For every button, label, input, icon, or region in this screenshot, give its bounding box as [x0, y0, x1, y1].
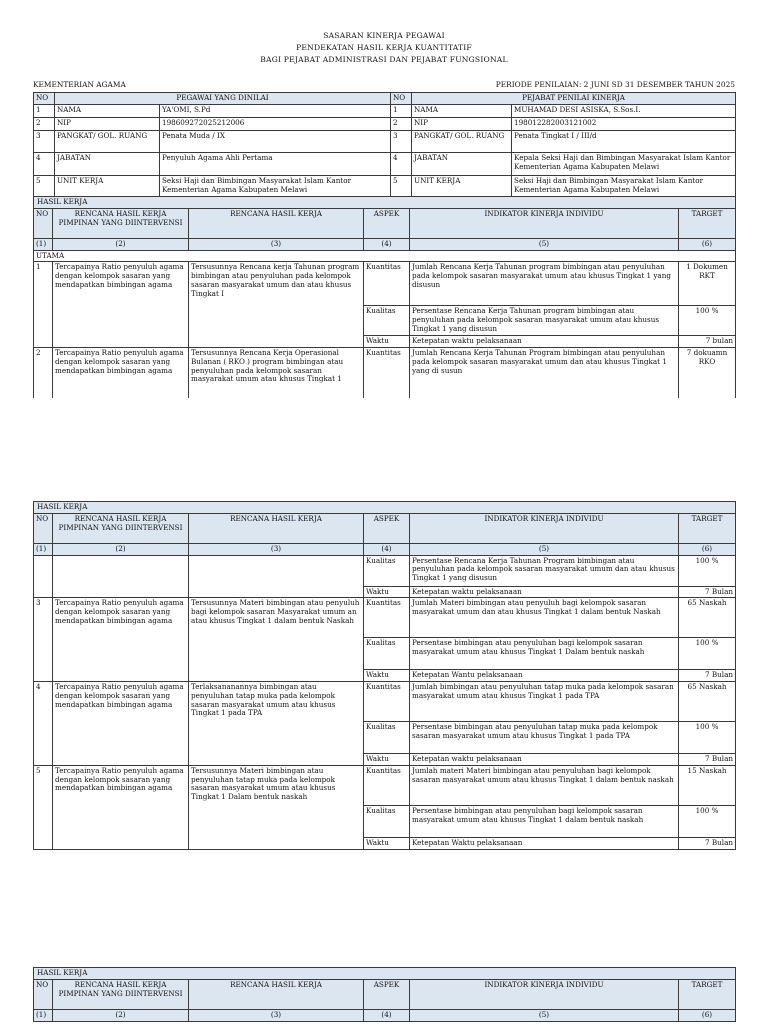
item-aspek: Kualitas: [364, 638, 410, 670]
item-target: 7 Bulan: [679, 670, 736, 682]
identity-row-nama: [34, 104, 736, 117]
section-utama: UTAMA: [34, 250, 736, 262]
item-rencana-cont: [189, 555, 364, 598]
col-no: NO: [34, 979, 53, 1009]
item-target: 15 Naskah: [679, 765, 736, 805]
row-no: 3: [34, 130, 55, 152]
section-row: [34, 502, 736, 514]
table-row: [34, 348, 736, 398]
col-num: (4): [364, 238, 410, 250]
col-num: (6): [679, 1009, 736, 1021]
item-indikator: Jumlah Rencana Kerja Tahunan Program bimbingan atau penyuluhan pada kelompok sasaran masyarakat umum dan atau khusus Tingkat 1 yang di susun: [410, 348, 679, 398]
row-label: NIP: [55, 117, 160, 130]
item-target: 7 bulan: [679, 336, 736, 348]
item-no: 4: [34, 682, 53, 766]
pegawai-jabatan: Penyuluh Agama Ahli Pertama: [160, 152, 391, 175]
item-aspek: Kualitas: [364, 555, 410, 586]
row-label: UNIT KERJA: [412, 175, 512, 197]
col-num: (6): [679, 238, 736, 250]
hasil-header-row: [34, 513, 736, 543]
item-indikator: Ketepatan Waktu pelaksanaan: [410, 837, 679, 849]
penilai-nama: MUHAMAD DESI ASISKA, S.Sos.I.: [512, 104, 736, 117]
item-indikator: Jumlah bimbingan atau penyuluhan tatap muka pada kelompok sasaran masyarakat umum atau khusus Tingkat 1 pada TPA: [410, 682, 679, 722]
hasil-header-row: [34, 979, 736, 1009]
item-aspek: Kualitas: [364, 805, 410, 837]
col-pimpinan: RENCANA HASIL KERJA PIMPINAN YANG DIINTERVENSI: [53, 979, 189, 1009]
col-num: (4): [364, 1009, 410, 1021]
doc-title-1: SASARAN KINERJA PEGAWAI: [323, 31, 445, 40]
col-num: (2): [53, 1009, 189, 1021]
row-no: 5: [391, 175, 412, 197]
item-aspek: Kuantitas: [364, 682, 410, 722]
section-hasil-kerja: HASIL KERJA: [34, 968, 736, 980]
item-no: 2: [34, 348, 53, 398]
item-indikator: Ketepatan waktu pelaksanaan: [410, 586, 679, 598]
table-row: [34, 598, 736, 638]
item-indikator: Persentase bimbingan atau penyuluhan bagi kelompok sasaran masyarakat umum atau khusus Tingkat 1 dalam bentuk naskah: [410, 805, 679, 837]
col-num: (3): [189, 1009, 364, 1021]
column-number-row: [34, 1009, 736, 1021]
pejabat-penilai-header: PEJABAT PENILAI KINERJA: [412, 93, 736, 105]
col-indikator: INDIKATOR KINERJA INDIVIDU: [410, 979, 679, 1009]
col-num: (1): [34, 543, 53, 555]
item-target: 1 Dokumen RKT: [679, 262, 736, 306]
item-indikator: Ketepatan waktu pelaksanaan: [410, 754, 679, 766]
col-target: TARGET: [679, 513, 736, 543]
item-aspek: Kualitas: [364, 722, 410, 754]
item-rencana: Terlaksananannya bimbingan atau penyuluhan tatap muka pada kelompok sasaran masyarakat umum atau khusus Tingkat 1 pada TPA: [189, 682, 364, 766]
col-rencana: RENCANA HASIL KERJA: [189, 979, 364, 1009]
table-row: [34, 555, 736, 586]
item-target: 7 dokuamn RKO: [679, 348, 736, 398]
penilai-pangkat: Penata Tingkat I / III/d: [512, 130, 736, 152]
col-num: (5): [410, 1009, 679, 1021]
item-indikator: Jumlah materi Materi bimbingan atau penyuluhan bagi kelompok sasaran masyarakat umum atau khusus Tingkat 1 dalam bentuk naskah: [410, 765, 679, 805]
item-aspek: Kuantitas: [364, 262, 410, 306]
col-num: (5): [410, 238, 679, 250]
item-indikator: Jumlah Materi bimbingan atau penyuluh bagi kelompok sasaran masyarakat umum dan atau khusus Tingkat 1 dalam bentuk Naskah: [410, 598, 679, 638]
col-num: (4): [364, 543, 410, 555]
pegawai-nama: YA'OMI, S.Pd: [160, 104, 391, 117]
item-indikator: Ketepatan Wantu pelaksanaan: [410, 670, 679, 682]
col-aspek: ASPEK: [364, 208, 410, 238]
hasil-kerja-table-2: [33, 501, 736, 850]
hasil-kerja-table-1: [33, 196, 736, 398]
col-num: (2): [53, 238, 189, 250]
col-aspek: ASPEK: [364, 513, 410, 543]
col-no: NO: [34, 513, 53, 543]
row-no: 5: [34, 175, 55, 197]
item-aspek: Waktu: [364, 754, 410, 766]
col-rencana: RENCANA HASIL KERJA: [189, 208, 364, 238]
item-rencana: Tersusunnya Rencana Kerja Operasional Bulanan ( RKO ) program bimbingan atau penyuluhan pada kelompok sasaran masyarakat umum atau khusus Tingkat 1: [189, 348, 364, 398]
table-row: [34, 682, 736, 722]
item-rencana: Tersusunnya Materi bimbingan atau penyuluhan tatap muka pada kelompok sasaran masyarakat umum atau khusus Tingkat 1 Dalam bentuk naskah: [189, 765, 364, 849]
row-label: JABATAN: [55, 152, 160, 175]
row-no: 2: [34, 117, 55, 130]
utama-row: [34, 250, 736, 262]
item-aspek: Waktu: [364, 670, 410, 682]
instansi-label: KEMENTERIAN AGAMA: [33, 80, 126, 89]
item-no: 1: [34, 262, 53, 348]
col-pimpinan: RENCANA HASIL KERJA PIMPINAN YANG DIINTERVENSI: [53, 208, 189, 238]
periode-label: PERIODE PENILAIAN: 2 JUNI SD 31 DESEMBER TAHUN 2025: [495, 80, 735, 89]
col-num: (1): [34, 1009, 53, 1021]
item-target: 100 %: [679, 555, 736, 586]
item-no-cont: [34, 555, 53, 598]
item-target: 100 %: [679, 306, 736, 336]
col-num: (3): [189, 543, 364, 555]
item-target: 7 Bulan: [679, 837, 736, 849]
col-pimpinan: RENCANA HASIL KERJA PIMPINAN YANG DIINTERVENSI: [53, 513, 189, 543]
col-aspek: ASPEK: [364, 979, 410, 1009]
pegawai-pangkat: Penata Muda / IX: [160, 130, 391, 152]
row-label: NAMA: [55, 104, 160, 117]
row-label: PANGKAT/ GOL. RUANG: [412, 130, 512, 152]
col-indikator: INDIKATOR KINERJA INDIVIDU: [410, 513, 679, 543]
doc-title-2: PENDEKATAN HASIL KERJA KUANTITATIF: [296, 43, 472, 52]
section-hasil-kerja: HASIL KERJA: [34, 502, 736, 514]
col-num: (3): [189, 238, 364, 250]
pegawai-nip: 198609272025212006: [160, 117, 391, 130]
identity-row-unit: [34, 175, 736, 197]
row-no: 4: [391, 152, 412, 175]
item-indikator: Persentase Rencana Kerja Tahunan program bimbingan atau penyuluhan pada kelompok sasaran masyarakat umum atau khusus Tingkat 1 yang disusun: [410, 306, 679, 336]
item-aspek: Waktu: [364, 336, 410, 348]
row-label: NIP: [412, 117, 512, 130]
identity-header-row: [34, 93, 736, 105]
row-no: 3: [391, 130, 412, 152]
identity-row-nip: [34, 117, 736, 130]
table-row: [34, 765, 736, 805]
item-pimpinan: Tercapainya Ratio penyuluh agama dengan kelompok sasaran yang mendapatkan bimbingan agama: [53, 682, 189, 766]
identity-row-pangkat: [34, 130, 736, 152]
item-aspek: Kuantitas: [364, 598, 410, 638]
section-hasil-kerja: HASIL KERJA: [34, 197, 736, 209]
col-no: NO: [34, 93, 55, 105]
item-pimpinan: Tercapainya Ratio penyuluh agama dengan kelompok sasaran yang mendapatkan bimbingan agama: [53, 262, 189, 348]
item-pimpinan-cont: [53, 555, 189, 598]
item-target: 7 Bulan: [679, 754, 736, 766]
pegawai-dinilai-header: PEGAWAI YANG DINILAI: [55, 93, 391, 105]
item-rencana: Tersusunnya Materi bimbingan atau penyuluh bagi kelompok sasaran Masyarakat umum an atau khusus Tingkat 1 dalam bentuk Naskah: [189, 598, 364, 682]
row-label: UNIT KERJA: [55, 175, 160, 197]
col-no: NO: [391, 93, 412, 105]
row-no: 1: [391, 104, 412, 117]
column-number-row: [34, 238, 736, 250]
row-no: 2: [391, 117, 412, 130]
row-label: PANGKAT/ GOL. RUANG: [55, 130, 160, 152]
hasil-header-row: [34, 208, 736, 238]
col-indikator: INDIKATOR KINERJA INDIVIDU: [410, 208, 679, 238]
penilai-nip: 198012282003121002: [512, 117, 736, 130]
item-indikator: Persentase bimbingan atau penyuluhan tatap muka pada kelompok sasaran masyarakat umum atau khusus Tingkat 1 pada TPA: [410, 722, 679, 754]
col-num: (5): [410, 543, 679, 555]
identity-row-jabatan: [34, 152, 736, 175]
item-indikator: Jumlah Rencana Kerja Tahunan program bimbingan atau penyuluhan pada kelompok sasaran masyarakat umum atau khusus Tingkat 1 yang disusun: [410, 262, 679, 306]
table-row: [34, 262, 736, 306]
col-rencana: RENCANA HASIL KERJA: [189, 513, 364, 543]
identity-table: [33, 92, 736, 198]
item-pimpinan: Tercapainya Ratio penyuluh agama dengan kelompok sasaran yang mendapatkan bimbingan agama: [53, 598, 189, 682]
col-num: (1): [34, 238, 53, 250]
item-aspek: Kualitas: [364, 306, 410, 336]
item-no: 5: [34, 765, 53, 849]
item-indikator: Ketepatan waktu pelaksanaan: [410, 336, 679, 348]
item-target: 100 %: [679, 722, 736, 754]
item-aspek: Kuantitas: [364, 765, 410, 805]
item-indikator: Persentase bimbingan atau penyuluhan bagi kelompok sasaran masyarakat umum atau khusus Tingkat 1 Dalam bentuk naskah: [410, 638, 679, 670]
col-target: TARGET: [679, 208, 736, 238]
item-no: 3: [34, 598, 53, 682]
row-label: NAMA: [412, 104, 512, 117]
penilai-jabatan: Kepala Seksi Haji dan Bimbingan Masyarakat Islam Kantor Kementerian Agama Kabupaten Melawi: [512, 152, 736, 175]
row-no: 4: [34, 152, 55, 175]
item-target: 65 Naskah: [679, 682, 736, 722]
doc-title-3: BAGI PEJABAT ADMINISTRASI DAN PEJABAT FUNGSIONAL: [260, 55, 508, 64]
col-target: TARGET: [679, 979, 736, 1009]
pegawai-unit: Seksi Haji dan Bimbingan Masyarakat Islam Kantor Kementerian Agama Kabupaten Melawi: [160, 175, 391, 197]
row-no: 1: [34, 104, 55, 117]
item-target: 100 %: [679, 805, 736, 837]
item-pimpinan: Tercapainya Ratio penyuluh agama dengan kelompok sasaran yang mendapatkan bimbingan agama: [53, 348, 189, 398]
section-row: [34, 197, 736, 209]
item-target: 65 Naskah: [679, 598, 736, 638]
item-target: 7 Bulan: [679, 586, 736, 598]
column-number-row: [34, 543, 736, 555]
item-indikator: Persentase Rencana Kerja Tahunan Program bimbingan atau penyuluhan pada kelompok sasaran masyarakat umum dan atau khusus Tingkat 1 yang disusun: [410, 555, 679, 586]
section-row: [34, 968, 736, 980]
col-num: (6): [679, 543, 736, 555]
row-label: JABATAN: [412, 152, 512, 175]
item-pimpinan: Tercapainya Ratio penyuluh agama dengan kelompok sasaran yang mendapatkan bimbingan agama: [53, 765, 189, 849]
col-num: (2): [53, 543, 189, 555]
item-aspek: Waktu: [364, 837, 410, 849]
item-rencana: Tersusunnya Rencana kerja Tahunan program bimbingan atau penyuluhan pada kelompok sasaran masyarakat umum dan atau khusus Tingkat I: [189, 262, 364, 348]
item-aspek: Waktu: [364, 586, 410, 598]
hasil-kerja-table-3: [33, 967, 736, 1022]
item-aspek: Kuantitas: [364, 348, 410, 398]
penilai-unit: Seksi Haji dan Bimbingan Masyarakat Islam Kantor Kementerian Agama Kabupaten Melawi: [512, 175, 736, 197]
col-no: NO: [34, 208, 53, 238]
item-target: 100 %: [679, 638, 736, 670]
